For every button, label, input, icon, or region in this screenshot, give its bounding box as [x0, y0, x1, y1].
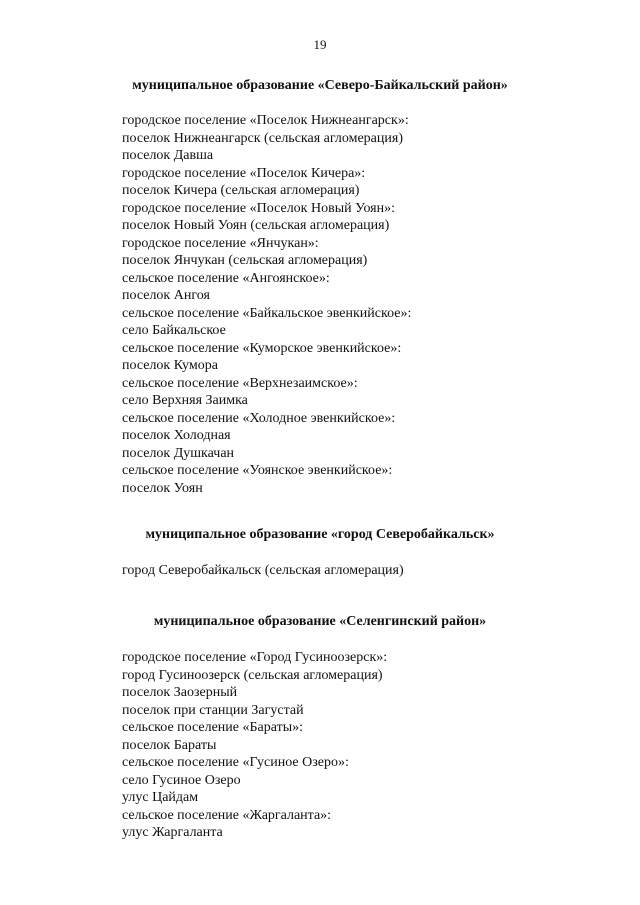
list-item: поселок Кичера (сельская агломерация) — [122, 183, 360, 198]
list-item: поселок Холодная — [122, 428, 231, 443]
list-item: поселок Давша — [122, 148, 214, 163]
list-item: село Верхняя Заимка — [122, 393, 248, 408]
section-heading-selenginsky: муниципальное образование «Селенгинский район» — [153, 614, 487, 629]
list-item: поселок Янчукан (сельская агломерация) — [122, 253, 368, 268]
list-item: сельское поселение «Гусиное Озеро»: — [122, 755, 349, 770]
list-item: поселок Новый Уоян (сельская агломерация) — [122, 218, 390, 233]
list-item: город Гусиноозерск (сельская агломерация) — [122, 667, 383, 683]
list-item: городское поселение «Поселок Новый Уоян»: — [122, 200, 395, 216]
list-item: городское поселение «Янчукан»: — [122, 235, 319, 251]
section-heading-severo-baikalsky: муниципальное образование «Северо-Байкальский район» — [132, 78, 508, 93]
list-item: улус Цайдам — [122, 790, 199, 805]
list-item: поселок Бараты — [122, 737, 217, 753]
list-item: сельское поселение «Бараты»: — [122, 720, 304, 735]
list-item: поселок Душкачан — [122, 445, 235, 461]
list-item: сельское поселение «Верхнезаимское»: — [122, 375, 358, 391]
settlement-list-severo-baikalsky — [122, 112, 592, 497]
list-item: сельское поселение «Куморское эвенкийское»: — [122, 340, 402, 356]
list-item: сельское поселение «Жаргаланта»: — [122, 807, 332, 823]
list-item: поселок Кумора — [122, 358, 218, 373]
list-item: городское поселение «Город Гусиноозерск»: — [122, 650, 388, 665]
list-item: город Северобайкальск (сельская агломерация) — [122, 563, 404, 578]
settlement-list-selenginsky — [122, 649, 592, 842]
list-item: улус Жаргаланта — [122, 825, 223, 840]
list-item: городское поселение «Поселок Нижнеангарск»: — [122, 113, 409, 128]
list-item: сельское поселение «Холодное эвенкийское»: — [122, 410, 396, 426]
list-item: поселок Нижнеангарск (сельская агломерация) — [122, 130, 403, 146]
list-item: поселок Уоян — [122, 480, 203, 496]
list-item: село Гусиное Озеро — [122, 772, 241, 788]
list-item: поселок Ангоя — [122, 288, 210, 303]
section-heading-severobaikalsk: муниципальное образование «город Северобайкальск» — [145, 527, 495, 542]
page-number: 19 — [313, 37, 327, 52]
list-item: сельское поселение «Ангоянское»: — [122, 270, 330, 286]
settlement-list-severobaikalsk — [122, 562, 592, 580]
list-item: поселок Заозерный — [122, 685, 238, 700]
list-item: поселок при станции Загустай — [122, 702, 304, 718]
list-item: сельское поселение «Уоянское эвенкийское»: — [122, 463, 393, 478]
list-item: сельское поселение «Байкальское эвенкийское»: — [122, 305, 412, 321]
list-item: городское поселение «Поселок Кичера»: — [122, 165, 366, 181]
list-item: село Байкальское — [122, 323, 226, 338]
